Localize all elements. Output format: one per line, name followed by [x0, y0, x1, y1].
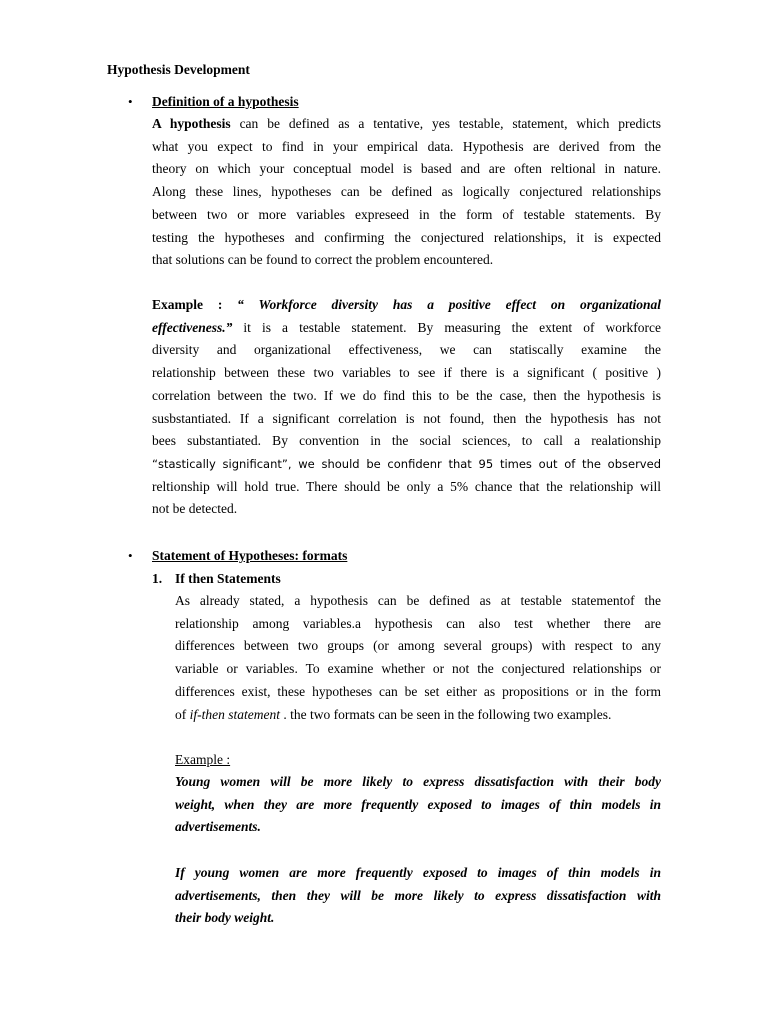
term-hypothesis: A hypothesis [152, 116, 231, 131]
paragraph-line: what you expect to find in your empirical data. Hypothesis are derived from the [152, 138, 661, 154]
paragraph-line: of if-then statement . the two formats can be seen in the following two examples. [175, 706, 612, 722]
list-number: 1. [152, 571, 163, 586]
list-item-title: If then Statements [175, 571, 281, 586]
paragraph-line: If young women are more frequently exposed to images of thin models in [175, 865, 661, 880]
example-label: Example : [175, 752, 231, 767]
paragraph-line: testing the hypotheses and confirming the conjectured relationships, it is expected [152, 229, 661, 245]
paragraph-line: theory on which your conceptual model is based and are often reltional in nature. [152, 161, 661, 177]
paragraph-line: “stastically significant”, we should be confidenr that 95 times out of the observed [152, 456, 661, 471]
section-title-definition: Definition of a hypothesis [152, 94, 299, 109]
definition-paragraph [152, 113, 661, 272]
paragraph-line: reltionship will hold true. There should be only a 5% chance that the relationship will [152, 478, 661, 494]
paragraph-line: weight, when they are more frequently exposed to images of thin models in [175, 796, 661, 812]
example-hypothesis-2 [175, 862, 661, 930]
paragraph-line: their body weight. [175, 910, 275, 926]
paragraph-line: relationship among variables.a hypothesis can also test whether there are [175, 615, 661, 631]
paragraph-line: diversity and organizational effectiveness, we can statiscally examine the [152, 342, 661, 358]
page-title: Hypothesis Development [107, 62, 250, 77]
paragraph-line: differences exist, these hypotheses can be set either as propositions or in the form [175, 683, 661, 699]
paragraph-line: relationship between these two variables to see if there is a significant ( positive ) [152, 365, 661, 381]
paragraph-line: Young women will be more likely to express dissatisfaction with their body [175, 774, 661, 789]
paragraph-line: variable or variables. To examine whether or not the conjectured relationships or [175, 661, 661, 677]
bullet-icon: • [128, 94, 133, 109]
paragraph-line: susbstantiated. If a significant correlation is not found, then the hypothesis has not [152, 410, 661, 426]
example-label: Example : [152, 297, 238, 312]
paragraph-line: advertisements. [175, 819, 261, 835]
paragraph-line: not be detected. [152, 501, 238, 517]
example-paragraph [152, 294, 661, 521]
paragraph-line [152, 294, 661, 317]
paragraph-line: bees substantiated. By convention in the social sciences, to call a realationship [152, 433, 661, 449]
list-item-if-then [152, 570, 281, 588]
example-quote: “ Workforce diversity has a positive effect on organizational [237, 297, 661, 312]
paragraph-line: advertisements, then they will be more likely to express dissatisfaction with [175, 887, 661, 903]
example-quote-end: effectiveness.” [152, 319, 233, 335]
paragraph-line: As already stated, a hypothesis can be defined as at testable statementof the [175, 593, 661, 608]
if-then-term: if-then statement [189, 706, 280, 722]
section-title-formats: Statement of Hypotheses: formats [152, 548, 348, 563]
bullet-icon: • [128, 548, 133, 563]
example-hypothesis-1 [175, 771, 661, 839]
paragraph-line: Along these lines, hypotheses can be defined as logically conjectured relationships [152, 184, 661, 200]
paragraph-line: that solutions can be found to correct the problem encountered. [152, 252, 494, 268]
paragraph-line: between two or more variables expreseed in the form of testable statements. By [152, 206, 661, 222]
paragraph-line: A hypothesis can be defined as a tentative, yes testable, statement, which predicts [152, 116, 661, 131]
paragraph-line: correlation between the two. If we do find this to be the case, then the hypothesis is [152, 387, 661, 403]
paragraph-line: effectiveness.” it is a testable statement. By measuring the extent of workforce [152, 319, 661, 335]
paragraph-line: differences between two groups (or among several groups) with respect to any [175, 638, 661, 654]
if-then-paragraph [175, 590, 661, 726]
